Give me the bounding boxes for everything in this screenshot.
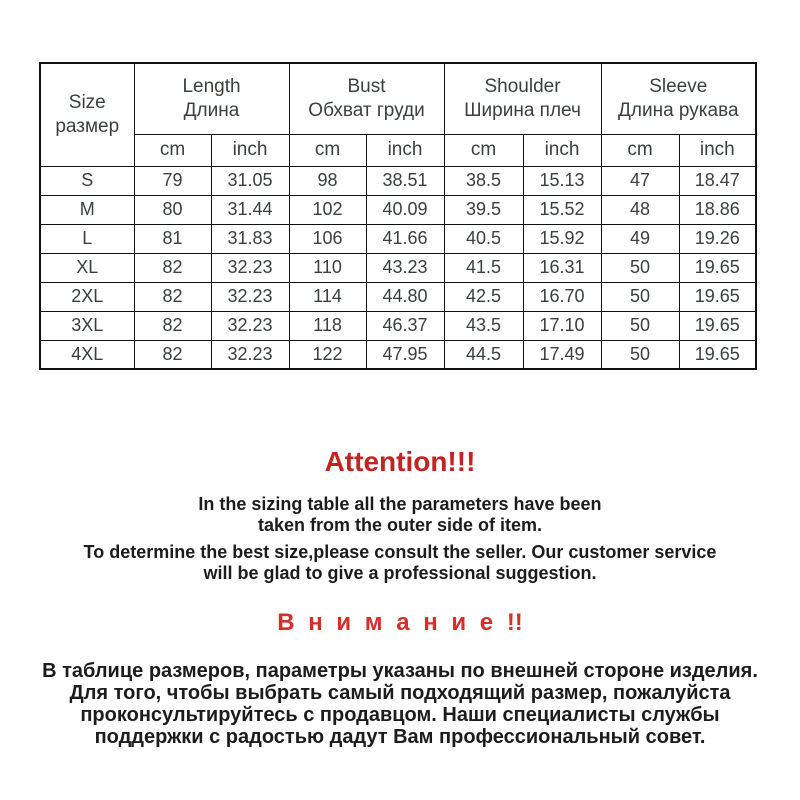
measurement-value-cell: 82 bbox=[134, 311, 211, 340]
header-sleeve bbox=[601, 63, 756, 134]
measurement-value-cell: 106 bbox=[289, 224, 366, 253]
measurement-value-cell: 39.5 bbox=[444, 195, 523, 224]
measurement-value-cell: 118 bbox=[289, 311, 366, 340]
english-note-1 bbox=[0, 494, 800, 536]
measurement-value-cell: 102 bbox=[289, 195, 366, 224]
measurement-value-cell: 44.5 bbox=[444, 340, 523, 369]
unit-cm-header: cm bbox=[601, 134, 679, 166]
size-label-cell: 3XL bbox=[40, 311, 134, 340]
header-shoulder-ru: Ширина плеч bbox=[464, 99, 581, 121]
size-label-cell: 2XL bbox=[40, 282, 134, 311]
measurement-value-cell: 43.5 bbox=[444, 311, 523, 340]
russian-note-line-4: поддержки с радостью дадут Вам профессиональный совет. bbox=[94, 726, 706, 748]
measurement-value-cell: 110 bbox=[289, 253, 366, 282]
measurement-value-cell: 31.05 bbox=[211, 166, 289, 195]
measurement-value-cell: 18.86 bbox=[679, 195, 756, 224]
measurement-value-cell: 47 bbox=[601, 166, 679, 195]
measurement-value-cell: 18.47 bbox=[679, 166, 756, 195]
header-bust-en: Bust bbox=[347, 75, 386, 97]
english-note-2-line-1: To determine the best size,please consult the seller. Our customer service bbox=[83, 542, 717, 562]
measurement-value-cell: 114 bbox=[289, 282, 366, 311]
measurement-value-cell: 49 bbox=[601, 224, 679, 253]
measurement-value-cell: 50 bbox=[601, 311, 679, 340]
measurement-value-cell: 41.5 bbox=[444, 253, 523, 282]
measurement-value-cell: 17.10 bbox=[523, 311, 601, 340]
table-row bbox=[40, 166, 756, 195]
table-row bbox=[40, 340, 756, 369]
header-length bbox=[134, 63, 289, 134]
measurement-value-cell: 16.31 bbox=[523, 253, 601, 282]
size-chart-body bbox=[40, 166, 756, 369]
unit-cm-header: cm bbox=[444, 134, 523, 166]
measurement-value-cell: 82 bbox=[134, 340, 211, 369]
header-shoulder bbox=[444, 63, 601, 134]
measurement-value-cell: 50 bbox=[601, 340, 679, 369]
header-shoulder-en: Shoulder bbox=[484, 75, 561, 97]
measurement-value-cell: 98 bbox=[289, 166, 366, 195]
english-note-1-line-2: taken from the outer side of item. bbox=[257, 515, 543, 535]
unit-inch-header: inch bbox=[523, 134, 601, 166]
measurement-value-cell: 16.70 bbox=[523, 282, 601, 311]
measurement-value-cell: 82 bbox=[134, 282, 211, 311]
unit-inch-header: inch bbox=[366, 134, 444, 166]
measurement-value-cell: 32.23 bbox=[211, 282, 289, 311]
measurement-value-cell: 41.66 bbox=[366, 224, 444, 253]
table-row bbox=[40, 282, 756, 311]
measurement-value-cell: 31.44 bbox=[211, 195, 289, 224]
measurement-value-cell: 48 bbox=[601, 195, 679, 224]
header-bust-ru: Обхват груди bbox=[308, 99, 425, 121]
table-row bbox=[40, 253, 756, 282]
english-note-1-line-1: In the sizing table all the parameters have been bbox=[198, 494, 602, 514]
unit-cm-header: cm bbox=[289, 134, 366, 166]
russian-note bbox=[0, 660, 800, 748]
corner-label-ru: размер bbox=[55, 115, 120, 137]
measurement-value-cell: 40.5 bbox=[444, 224, 523, 253]
attention-title: Attention!!! bbox=[324, 446, 476, 477]
header-row-measures bbox=[40, 63, 756, 134]
size-chart-table bbox=[39, 62, 757, 370]
measurement-value-cell: 38.51 bbox=[366, 166, 444, 195]
unit-inch-header: inch bbox=[211, 134, 289, 166]
measurement-value-cell: 47.95 bbox=[366, 340, 444, 369]
measurement-value-cell: 19.65 bbox=[679, 282, 756, 311]
table-row bbox=[40, 311, 756, 340]
russian-note-line-1: В таблице размеров, параметры указаны по внешней стороне изделия. bbox=[42, 660, 758, 682]
measurement-value-cell: 15.92 bbox=[523, 224, 601, 253]
english-note-2-line-2: will be glad to give a professional suggestion. bbox=[203, 563, 597, 583]
header-row-units bbox=[40, 134, 756, 166]
measurement-value-cell: 46.37 bbox=[366, 311, 444, 340]
measurement-value-cell: 19.65 bbox=[679, 311, 756, 340]
vnimanie-title: В н и м а н и е !! bbox=[277, 609, 523, 636]
measurement-value-cell: 32.23 bbox=[211, 340, 289, 369]
table-row bbox=[40, 224, 756, 253]
unit-inch-header: inch bbox=[679, 134, 756, 166]
measurement-value-cell: 19.26 bbox=[679, 224, 756, 253]
measurement-value-cell: 50 bbox=[601, 282, 679, 311]
measurement-value-cell: 15.52 bbox=[523, 195, 601, 224]
measurement-value-cell: 17.49 bbox=[523, 340, 601, 369]
corner-label-en: Size bbox=[68, 91, 106, 113]
measurement-value-cell: 44.80 bbox=[366, 282, 444, 311]
size-label-cell: M bbox=[40, 195, 134, 224]
header-sleeve-ru: Длина рукава bbox=[618, 99, 739, 121]
table-row bbox=[40, 195, 756, 224]
measurement-value-cell: 82 bbox=[134, 253, 211, 282]
header-length-ru: Длина bbox=[183, 99, 240, 121]
measurement-value-cell: 38.5 bbox=[444, 166, 523, 195]
measurement-value-cell: 81 bbox=[134, 224, 211, 253]
russian-note-line-3: проконсультируйтесь с продавцом. Наши специалисты службы bbox=[80, 704, 720, 726]
unit-cm-header: cm bbox=[134, 134, 211, 166]
measurement-value-cell: 19.65 bbox=[679, 253, 756, 282]
corner-header-cell bbox=[40, 63, 134, 166]
measurement-value-cell: 40.09 bbox=[366, 195, 444, 224]
size-label-cell: S bbox=[40, 166, 134, 195]
size-label-cell: 4XL bbox=[40, 340, 134, 369]
english-note-2 bbox=[0, 542, 800, 584]
measurement-value-cell: 50 bbox=[601, 253, 679, 282]
russian-note-line-2: Для того, чтобы выбрать самый подходящий размер, пожалуйста bbox=[69, 682, 731, 704]
header-length-en: Length bbox=[182, 75, 241, 97]
measurement-value-cell: 19.65 bbox=[679, 340, 756, 369]
size-label-cell: XL bbox=[40, 253, 134, 282]
header-sleeve-en: Sleeve bbox=[649, 75, 708, 97]
measurement-value-cell: 42.5 bbox=[444, 282, 523, 311]
measurement-value-cell: 80 bbox=[134, 195, 211, 224]
measurement-value-cell: 43.23 bbox=[366, 253, 444, 282]
measurement-value-cell: 122 bbox=[289, 340, 366, 369]
measurement-value-cell: 32.23 bbox=[211, 253, 289, 282]
measurement-value-cell: 32.23 bbox=[211, 311, 289, 340]
measurement-value-cell: 15.13 bbox=[523, 166, 601, 195]
size-label-cell: L bbox=[40, 224, 134, 253]
header-bust bbox=[289, 63, 444, 134]
measurement-value-cell: 31.83 bbox=[211, 224, 289, 253]
measurement-value-cell: 79 bbox=[134, 166, 211, 195]
